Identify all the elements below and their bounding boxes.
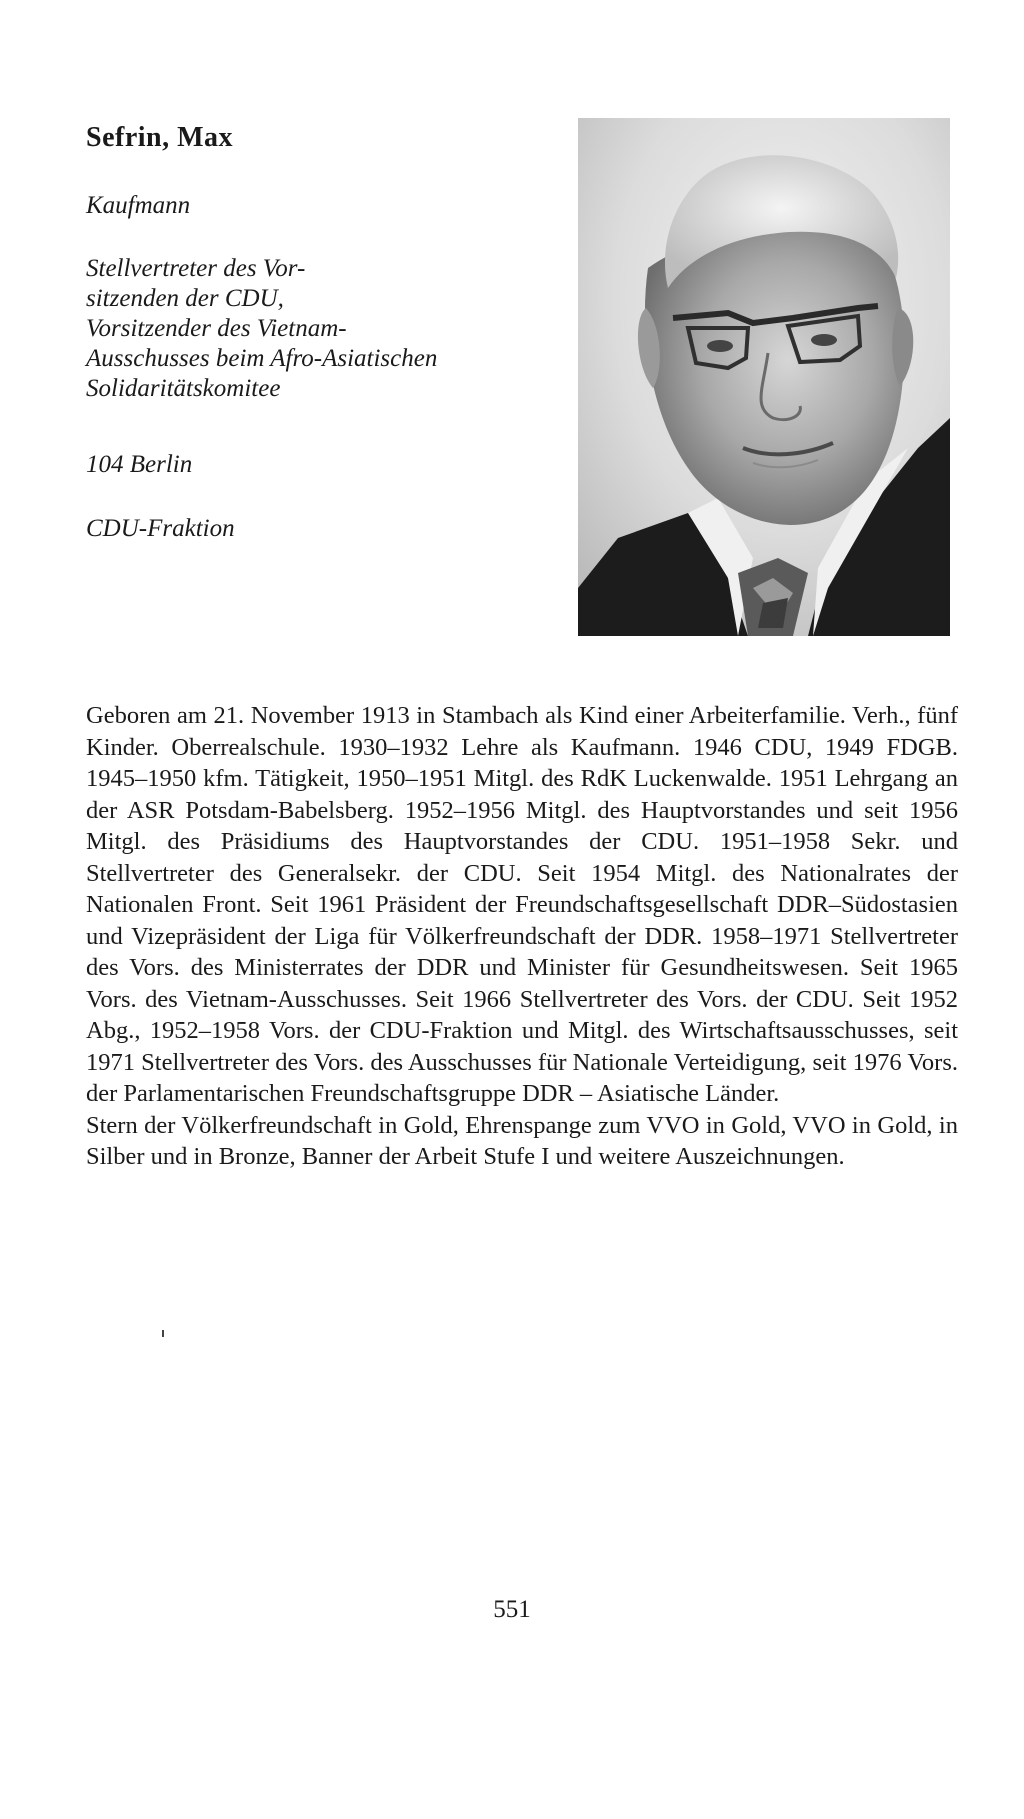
awards-text: Stern der Völkerfreundschaft in Gold, Ehrenspange zum VVO in Gold, VVO in Gold, in Silber und in Bronze, Banner der Arbeit Stufe I und weitere Auszeichnungen. <box>86 1111 958 1170</box>
biography <box>86 700 958 1173</box>
stray-ink-mark <box>162 1330 164 1337</box>
functions-line: Solidaritätskomitee <box>86 375 281 402</box>
functions-line: Stellvertreter des Vor- <box>86 255 306 282</box>
functions-line: sitzenden der CDU, <box>86 285 284 312</box>
functions <box>86 254 437 404</box>
portrait-photo <box>578 118 950 636</box>
page-number: 551 <box>493 1596 531 1623</box>
functions-line: Vorsitzender des Vietnam- <box>86 315 347 342</box>
faction: CDU-Fraktion <box>86 515 235 542</box>
occupation: Kaufmann <box>86 192 191 219</box>
entry-name: Sefrin, Max <box>86 122 234 153</box>
biography-text: Geboren am 21. November 1913 in Stambach als Kind einer Arbeiterfamilie. Verh., fünf Kinder. Oberrealschule. 1930–1932 Lehre als Kaufmann. 1946 CDU, 1949 FDGB. 1945–1950 kfm. Tätigkeit, 1950–1951 Mitgl. des RdK Luckenwalde. 1951 Lehrgang an der ASR Potsdam-Babelsberg. 1952–1956 Mitgl. des Hauptvorstandes und seit 1956 Mitgl. des Präsidiums des Hauptvorstandes der CDU. 1951–1958 Sekr. und Stellvertreter des Generalsekr. der CDU. Seit 1954 Mitgl. des Nationalrates der Nationalen Front. Seit 1961 Präsident der Freundschaftsgesellschaft DDR–Südostasien und Vizepräsident der Liga für Völkerfreundschaft der DDR. 1958–1971 Stellvertreter des Vors. des Ministerrates der DDR und Minister für Gesundheitswesen. Seit 1965 Vors. des Vietnam-Ausschusses. Seit 1966 Stellvertreter des Vors. der CDU. Seit 1952 Abg., 1952–1958 Vors. der CDU-Fraktion und Mitgl. des Wirtschaftsausschusses, seit 1971 Stellvertreter des Vors. des Ausschusses für Nationale Verteidigung, seit 1976 Vors. der Parlamentarischen Freundschaftsgruppe DDR – Asiatische Länder. <box>86 702 958 1107</box>
address: 104 Berlin <box>86 451 193 478</box>
functions-line: Ausschusses beim Afro-Asiatischen <box>86 345 438 372</box>
